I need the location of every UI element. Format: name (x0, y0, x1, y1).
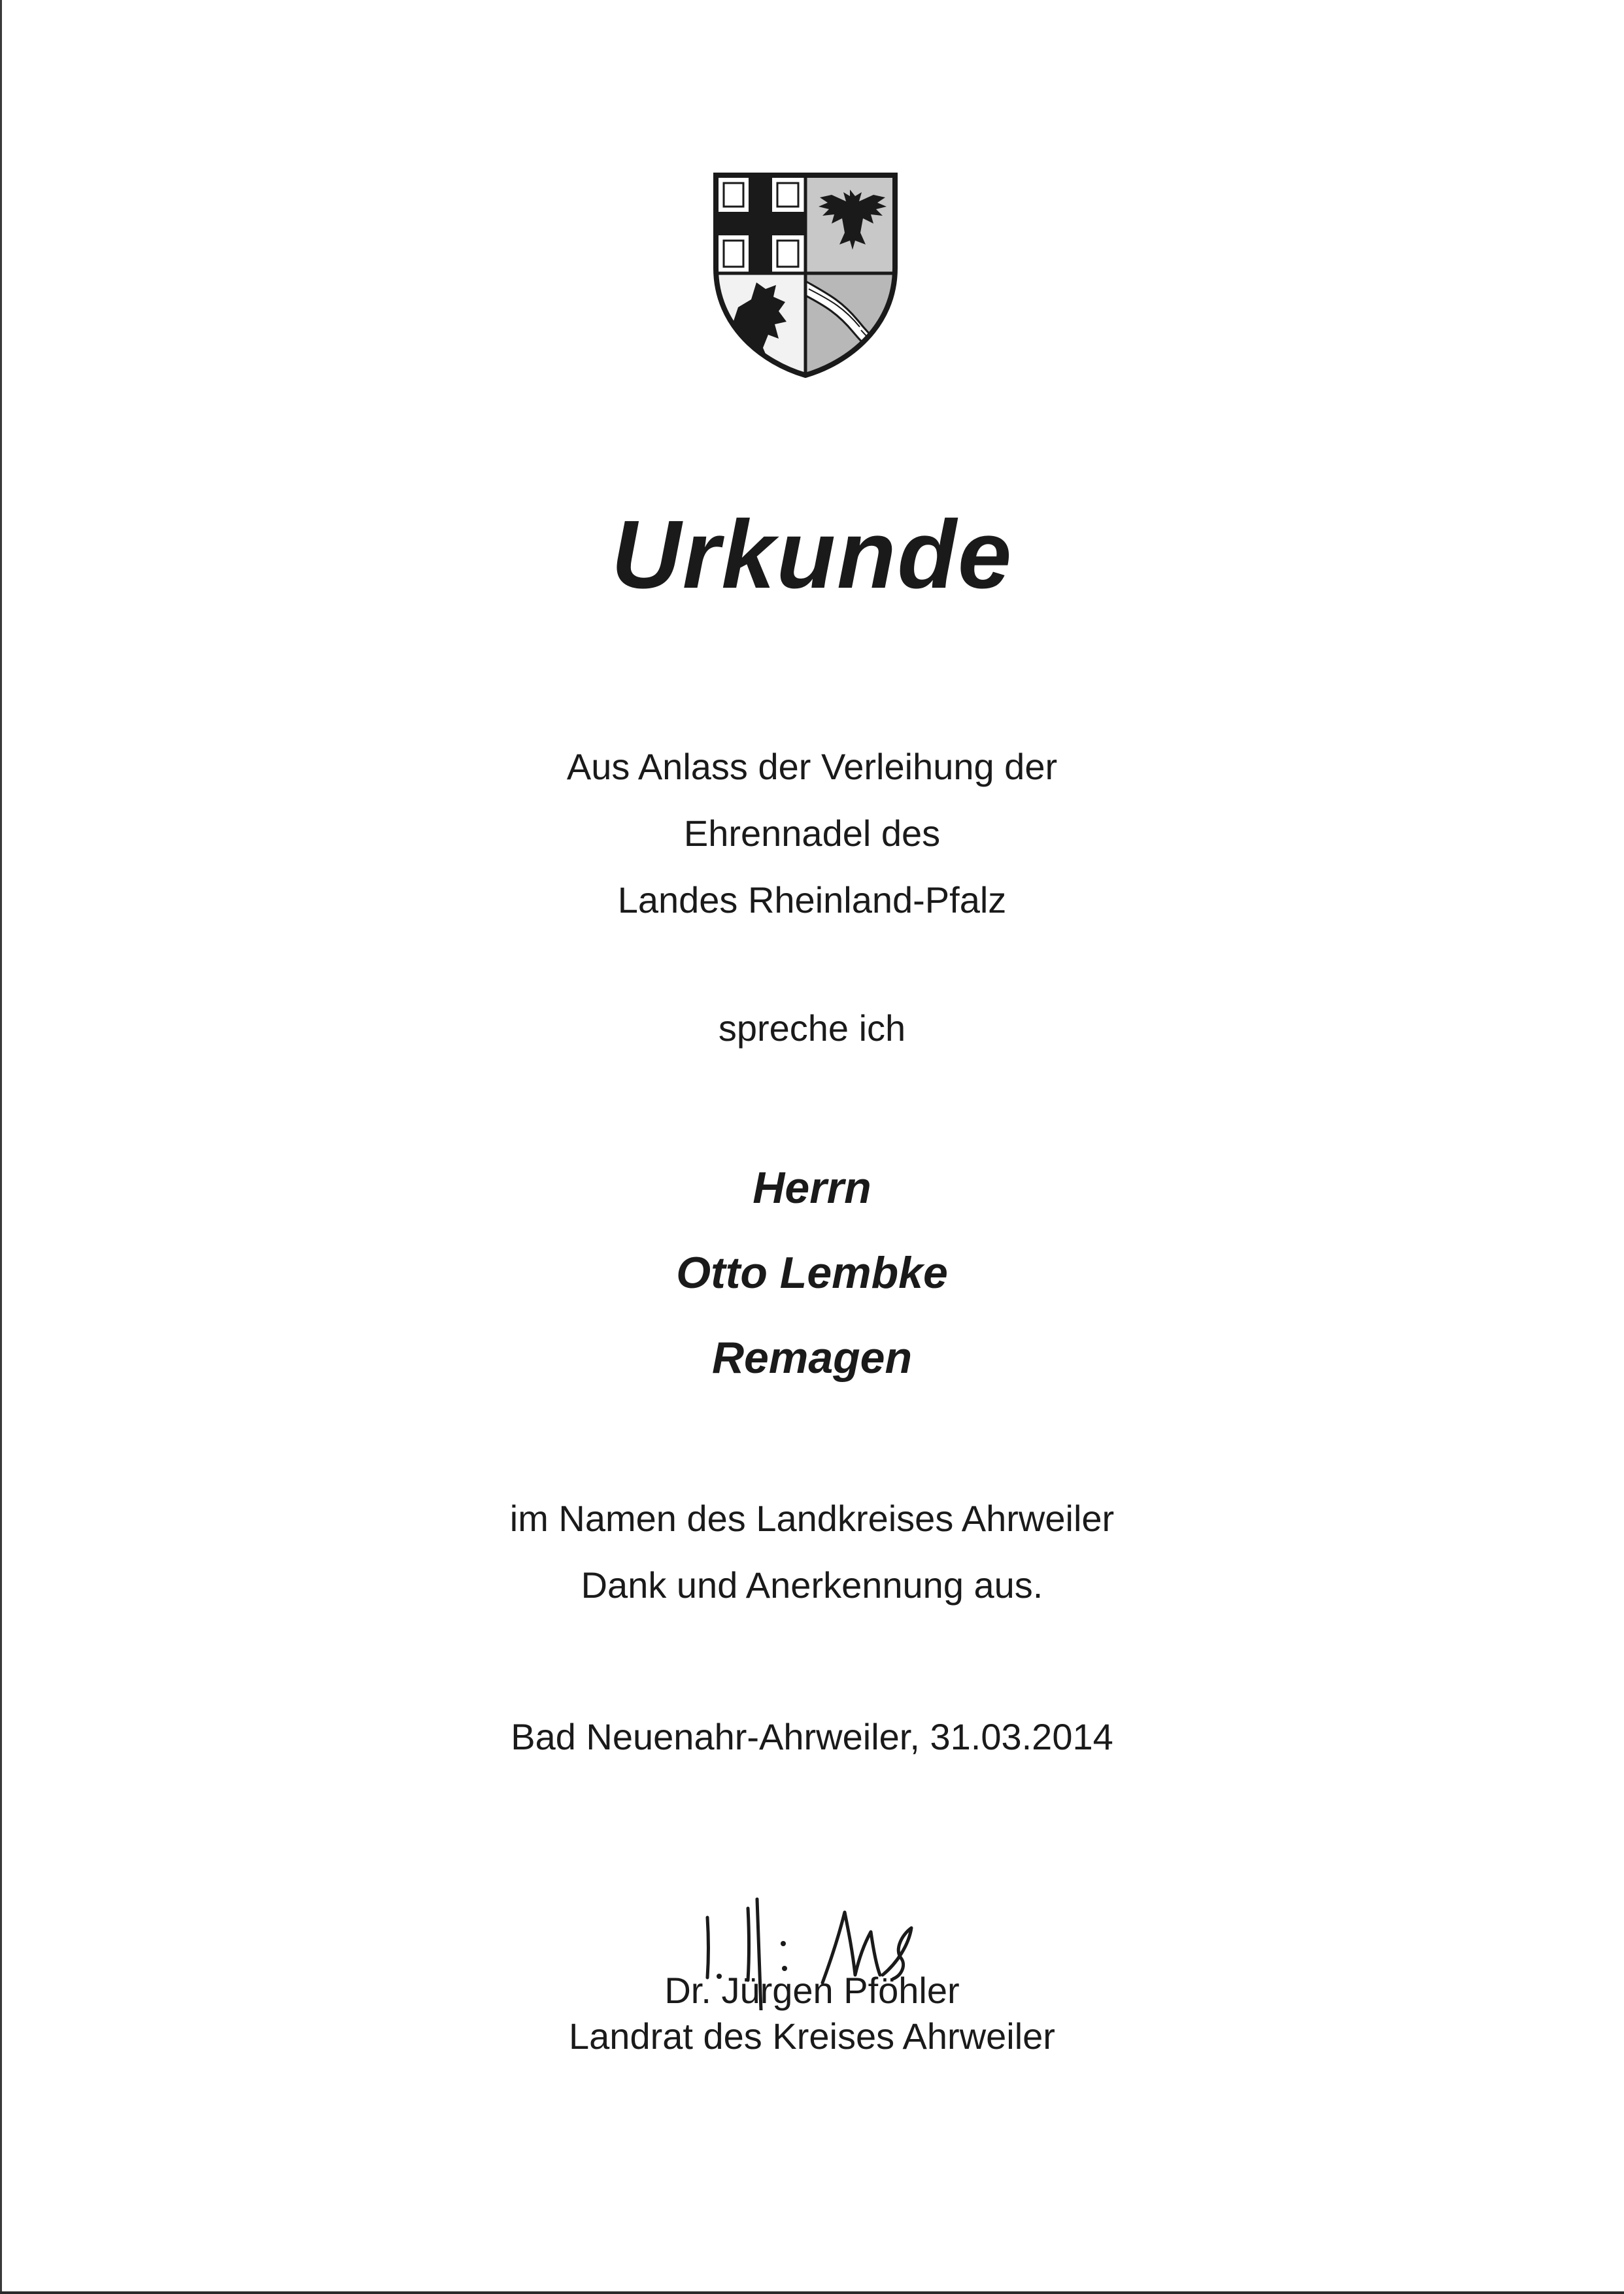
signer-role: Landrat des Kreises Ahrweiler (569, 2016, 1055, 2057)
intro-text (0, 734, 1624, 934)
recipient-name: Otto Lembke (676, 1248, 948, 1298)
scan-edge (0, 2291, 1624, 2294)
recipient-city: Remagen (711, 1333, 913, 1383)
phrase-line: spreche ich (718, 1007, 906, 1049)
recipient-salutation: Herrn (753, 1163, 871, 1213)
signer-block (0, 1968, 1624, 2059)
signer-name: Dr. Jürgen Pföhler (664, 1970, 960, 2011)
thanks-text (0, 1485, 1624, 1619)
phrase-text (0, 995, 1624, 1062)
coat-of-arms-icon (711, 170, 900, 379)
place-date-line: Bad Neuenahr-Ahrweiler, 31.03.2014 (511, 1716, 1113, 1757)
recipient-block (0, 1145, 1624, 1400)
thanks-line: im Namen des Landkreises Ahrweiler (509, 1498, 1115, 1539)
intro-line: Aus Anlass der Verleihung der (566, 746, 1058, 787)
thanks-line: Dank und Anerkennung aus. (581, 1564, 1043, 1606)
document-title: Urkunde (611, 501, 1013, 609)
place-date (0, 1704, 1624, 1770)
intro-line: Ehrennadel des (683, 813, 941, 854)
intro-line: Landes Rheinland-Pfalz (617, 879, 1007, 920)
